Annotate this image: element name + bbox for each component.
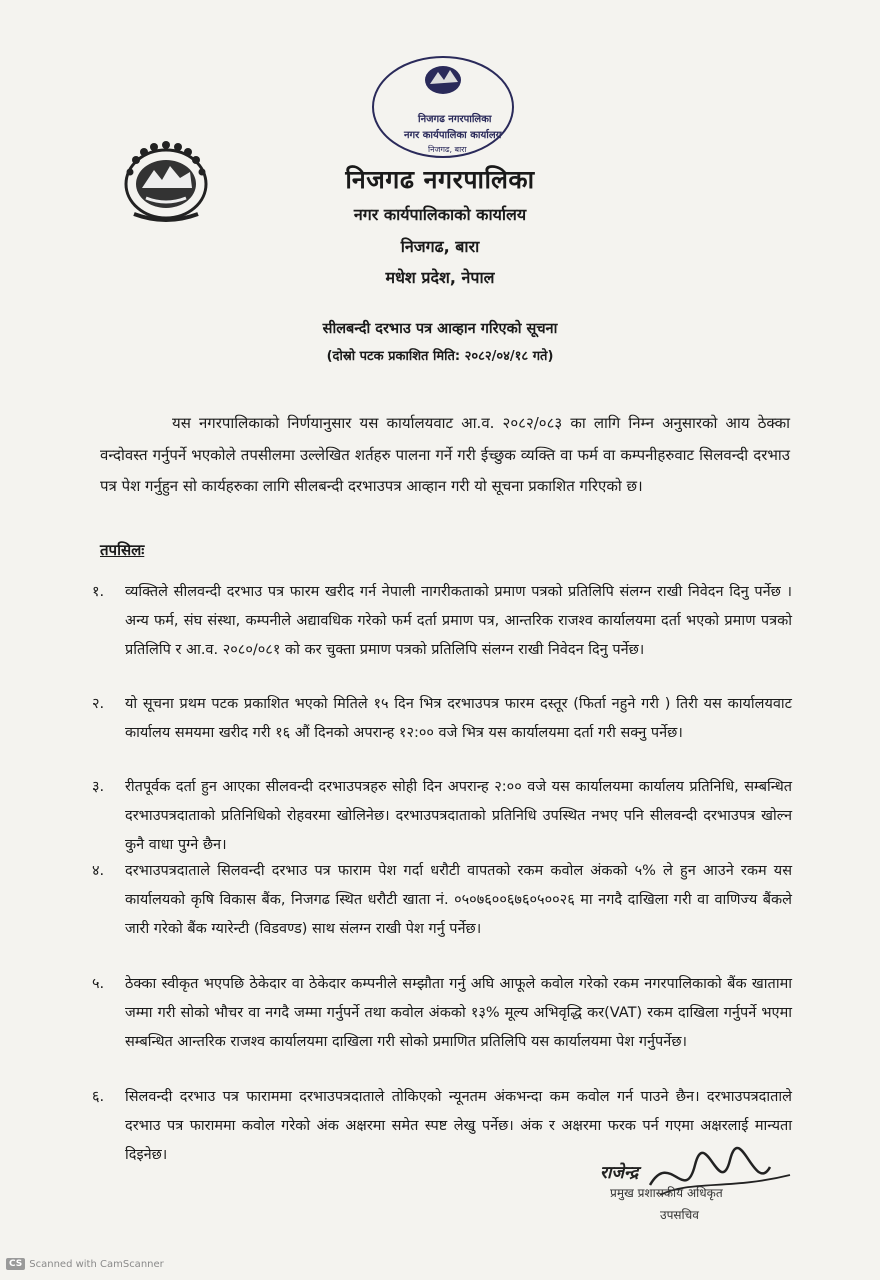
list-item bbox=[92, 578, 792, 664]
office-location: निजगढ, बारा bbox=[400, 237, 480, 256]
list-item-number: ६. bbox=[92, 1089, 105, 1105]
seal-text-line-2: नगर कार्यपालिका कार्यालय bbox=[404, 130, 502, 141]
seal-text-line-1: निजगढ नगरपालिका bbox=[418, 114, 492, 125]
list-item-number: १. bbox=[92, 584, 105, 600]
signatory-name: राजेन्द्र bbox=[600, 1163, 639, 1183]
list-item-number: २. bbox=[92, 696, 105, 712]
list-item-number: ५. bbox=[92, 976, 105, 992]
signatory-rank: उपसचिव bbox=[660, 1208, 699, 1222]
scanner-watermark bbox=[6, 1258, 164, 1270]
list-item bbox=[92, 690, 792, 748]
province-name: मधेश प्रदेश, नेपाल bbox=[385, 268, 495, 287]
signatory-title: प्रमुख प्रशासकीय अधिकृत bbox=[610, 1186, 723, 1200]
office-seal-stamp bbox=[368, 52, 518, 162]
notice-title: सीलबन्दी दरभाउ पत्र आव्हान गरिएको सूचना bbox=[322, 321, 558, 337]
list-item-text: रीतपूर्वक दर्ता हुन आएका सीलवन्दी दरभाउपत्रहरु सोही दिन अपरान्ह २:०० वजे यस कार्यालयमा कार्यालय प्रतिनिधि, सम्बन्धित दरभाउपत्रदाताको प्रतिनिधिको रोहवरमा खोलिनेछ। दरभाउपत्रदाताको प्रतिनिधि उपस्थित नभए पनि सीलवन्दी दरभाउपत्र खोल्न कुनै वाधा पुग्ने छैन। bbox=[125, 779, 792, 853]
camscanner-logo-icon: CS bbox=[6, 1258, 25, 1270]
list-item-text: ठेक्का स्वीकृत भएपछि ठेकेदार वा ठेकेदार कम्पनीले सम्झौता गर्नु अघि आफूले कवोल गरेको रकम नगरपालिकाको बैंक खातामा जम्मा गरी सोको भौचर वा नगदै जम्मा गर्नुपर्ने तथा कवोल अंकको १३% मूल्य अभिवृद्धि कर(VAT) रकम दाखिला गर्नुपर्ने भएमा सम्बन्धित आन्तरिक राजश्व कार्यालयमा दाखिला गरी सोको प्रमाणित प्रतिलिपि यस कार्यालयमा पेश गर्नुपर्नेछ। bbox=[125, 976, 792, 1050]
list-item-text: यो सूचना प्रथम पटक प्रकाशित भएको मितिले १५ दिन भित्र दरभाउपत्र फारम दस्तूर (फिर्ता नहुने गरी ) तिरी यस कार्यालयवाट कार्यालय समयमा खरीद गरी १६ औं दिनको अपरान्ह १२:०० वजे भित्र यस कार्यालयमा दर्ता गरी सक्नु पर्नेछ। bbox=[125, 696, 792, 741]
details-heading: तपसिलः bbox=[100, 541, 145, 559]
list-item bbox=[92, 970, 792, 1056]
intro-paragraph: यस नगरपालिकाको निर्णयानुसार यस कार्यालयवाट आ.व. २०८२/०८३ का लागि निम्न अनुसारको आय ठेक्का वन्दोवस्त गर्नुपर्ने भएकोले तपसीलमा उल्लेखित शर्तहरु पालना गर्ने गरी ईच्छुक व्यक्ति वा फर्म वा कम्पनीहरुवाट सिलवन्दी दरभाउ पत्र पेश गर्नुहुन सो कार्यहरुका लागि सीलबन्दी दरभाउपत्र आव्हान गरी यो सूचना प्रकाशित गरिएको छ। bbox=[100, 414, 790, 495]
seal-text-line-3: निजगढ, बारा bbox=[428, 145, 467, 154]
list-item-text: दरभाउपत्रदाताले सिलवन्दी दरभाउ पत्र फाराम पेश गर्दा धरौटी वापतको रकम कवोल अंकको ५% ले हुन आउने रकम यस कार्यालयको कृषि विकास बैंक, निजगढ स्थित धरौटी खाता नं. ०५०७६००६७६०५००२६ मा नगदै दाखिला गरी वा वाणिज्य बैंकले जारी गरेको बैंक ग्यारेन्टी (विडवण्ड) साथ संलग्न राखी पेश गर्नु पर्नेछ। bbox=[125, 863, 792, 937]
scanner-watermark-text: Scanned with CamScanner bbox=[29, 1258, 164, 1270]
notice-subtitle: (दोस्रो पटक प्रकाशित मिति: २०८२/०४/१८ गते) bbox=[326, 349, 554, 364]
list-item-number: ३. bbox=[92, 779, 105, 795]
list-item-text: सिलवन्दी दरभाउ पत्र फाराममा दरभाउपत्रदाताले तोकिएको न्यूनतम अंकभन्दा कम कवोल गर्न पाउने छैन। दरभाउपत्रदाताले दरभाउ पत्र फाराममा कवोल गरेको अंक अक्षरमा समेत स्पष्ट लेखु पर्नेछ। अंक र अक्षरमा फरक पर्न गएमा अक्षरलाई मान्यता दिइनेछ। bbox=[125, 1089, 792, 1163]
office-name: नगर कार्यपालिकाको कार्यालय bbox=[353, 205, 527, 224]
list-item-number: ४. bbox=[92, 863, 105, 879]
municipality-name: निजगढ नगरपालिका bbox=[345, 165, 535, 194]
list-item bbox=[92, 857, 792, 943]
list-item bbox=[92, 773, 792, 859]
list-item-text: व्यक्तिले सीलवन्दी दरभाउ पत्र फारम खरीद गर्न नेपाली नागरीकताको प्रमाण पत्रको प्रतिलिपि संलग्न राखी निवेदन दिनु पर्नेछ । अन्य फर्म, संघ संस्था, कम्पनीले अद्यावधिक गरेको फर्म दर्ता प्रमाण पत्र, आन्तरिक राजश्व कार्यालयमा दर्ता भएको प्रमाण पत्रको प्रतिलिपि र आ.व. २०८०/०८१ को कर चुक्ता प्रमाण पत्रको प्रतिलिपि संलग्न राखी निवेदन दिनु पर्नेछ। bbox=[125, 584, 792, 658]
